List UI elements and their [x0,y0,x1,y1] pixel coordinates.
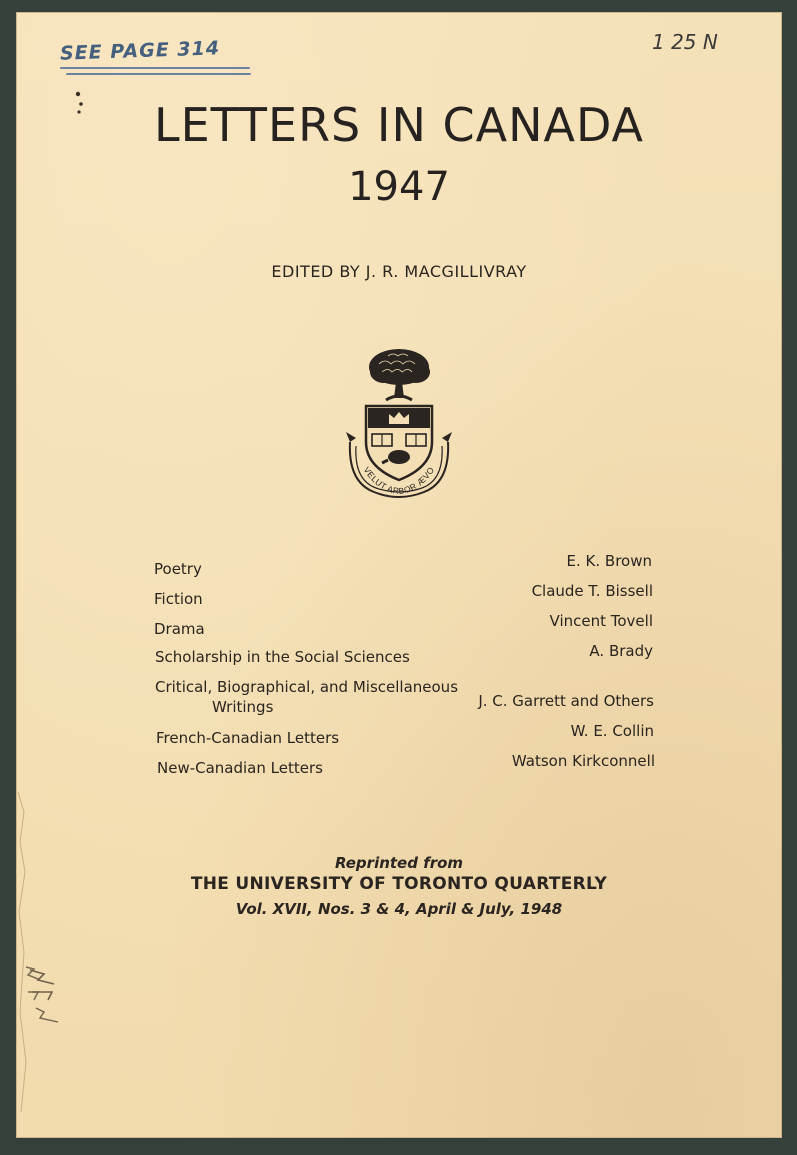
section-critical-line2: Writings [212,698,274,716]
handwritten-price: 1 25 N [652,30,718,54]
cover-year: 1947 [348,164,450,210]
author-fiction: Claude T. Bissell [531,582,653,600]
section-critical: Critical, Biographical, and Miscellaneous [155,678,459,696]
note-underline [60,67,250,69]
document-page [16,12,782,1138]
cover-editor: EDITED BY J. R. MACGILLIVRAY [271,262,527,281]
cover-title: LETTERS IN CANADA [153,98,645,152]
author-new-canadian: Watson Kirkconnell [511,752,655,770]
crest-motto: VELUT ARBOR ÆVO [361,464,437,497]
note-underline-2 [66,73,251,75]
section-fiction: Fiction [154,590,203,608]
author-french-canadian: W. E. Collin [570,722,654,740]
reprint-volume: Vol. XVII, Nos. 3 & 4, April & July, 1948 [235,900,563,918]
university-crest-icon [344,342,454,507]
section-french-canadian: French-Canadian Letters [156,729,340,747]
handwritten-note: SEE PAGE 314 [59,37,221,65]
author-social-sciences: A. Brady [589,642,653,660]
author-drama: Vincent Tovell [549,612,653,630]
section-new-canadian: New-Canadian Letters [157,759,323,777]
author-poetry: E. K. Brown [566,552,652,570]
staple-marks [24,962,74,1042]
reprint-journal: THE UNIVERSITY OF TORONTO QUARTERLY [190,874,608,894]
section-poetry: Poetry [154,560,202,578]
reprint-label: Reprinted from [334,854,464,872]
section-drama: Drama [154,620,205,638]
section-social-sciences: Scholarship in the Social Sciences [155,648,410,666]
author-critical: J. C. Garrett and Others [478,692,654,710]
